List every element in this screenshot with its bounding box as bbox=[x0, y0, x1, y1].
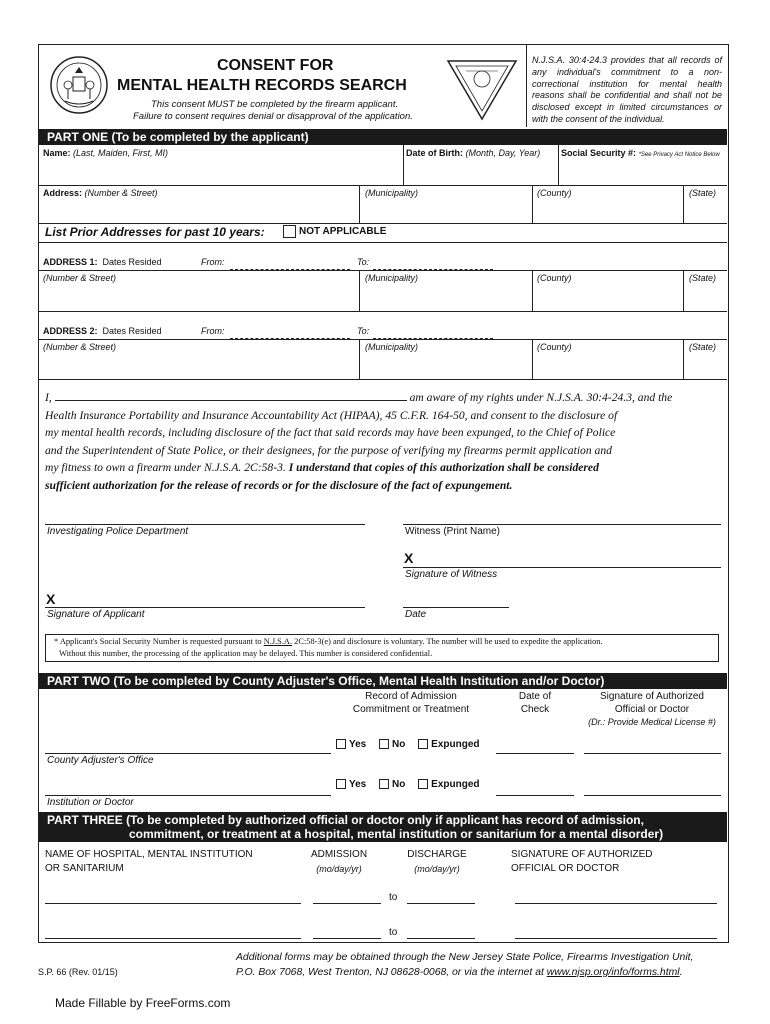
investigating-pd-label: Investigating Police Department bbox=[47, 526, 189, 537]
name-label: Name: (Last, Maiden, First, MI) bbox=[43, 148, 169, 158]
address2-street-field[interactable] bbox=[41, 354, 357, 378]
county-signature-field[interactable] bbox=[584, 753, 721, 754]
signature-date-label: Date bbox=[405, 609, 427, 620]
not-applicable-checkbox[interactable] bbox=[283, 225, 296, 238]
form-title-line2: MENTAL HEALTH RECORDS SEARCH bbox=[117, 77, 407, 94]
header-divider bbox=[526, 45, 527, 127]
consent-line1: I, am aware of my rights under N.J.S.A. 30:4-24.3, and the bbox=[45, 391, 673, 404]
statute-notice: N.J.S.A. 30:4-24.3 provides that all records of any individual's commitment to a non-correctional institution for mental health reasons shall be confidential and shall not be disclosed except in limited circumstances or with the consent of the individual. bbox=[532, 55, 722, 124]
applicant-name-blank[interactable] bbox=[55, 390, 407, 401]
institution-options bbox=[336, 779, 490, 790]
county-date-field[interactable] bbox=[496, 753, 574, 754]
dob-label: Date of Birth: (Month, Day, Year) bbox=[406, 148, 541, 158]
part-two-date-header: Date of Check bbox=[518, 691, 552, 715]
address-label: Address: (Number & Street) bbox=[43, 188, 158, 198]
discharge-date-field-2[interactable] bbox=[407, 938, 475, 939]
admission-date-field-2[interactable] bbox=[313, 938, 381, 939]
institution-label: Institution or Doctor bbox=[47, 797, 134, 808]
address2-county-label: (County) bbox=[537, 342, 572, 352]
privacy-notice-line2: Without this number, the processing of the application may be delayed. This number is considered confidential. bbox=[59, 649, 433, 658]
address-municipality-label: (Municipality) bbox=[365, 188, 419, 198]
witness-signature-field[interactable] bbox=[403, 567, 721, 568]
signature-date-field[interactable] bbox=[403, 607, 509, 608]
county-no-option[interactable]: No bbox=[379, 739, 405, 750]
part-three-heading: PART THREE (To be completed by authorized official or doctor only if applicant has record of admission, commitment, or treatment at a hospital, mental institution or sanitarium for a mental disorder) bbox=[39, 812, 727, 842]
witness-print-field[interactable] bbox=[403, 524, 721, 525]
form-subtitle-line1: This consent MUST be completed by the firearm applicant. bbox=[151, 99, 399, 110]
hospital-name-field-2[interactable] bbox=[45, 938, 301, 939]
discharge-date-field-1[interactable] bbox=[407, 903, 475, 904]
part-two-record-header: Record of Admission Commitment or Treatment bbox=[352, 691, 470, 715]
address-field[interactable] bbox=[41, 200, 357, 222]
consent-form bbox=[38, 44, 729, 943]
county-adjuster-options bbox=[336, 739, 490, 750]
additional-forms-notice: Additional forms may be obtained through the New Jersey State Police, Firearms Investigation Unit, P.O. Box 7068, West Trenton, NJ 08628-0068, or via the internet at www.njsp.org/info/forms.html. bbox=[236, 952, 694, 978]
ssn-label: Social Security #: *See Privacy Act Notice Below bbox=[561, 148, 720, 158]
consent-line4: and the Superintendent of State Police, or their designees, for the purpose of verifying my firearms permit application and bbox=[45, 443, 612, 457]
witness-x-mark: X bbox=[404, 550, 414, 566]
institution-no-option[interactable]: No bbox=[379, 779, 405, 790]
address1-municipality-label: (Municipality) bbox=[365, 273, 419, 283]
county-adjuster-field[interactable] bbox=[45, 753, 331, 754]
institution-yes-option[interactable]: Yes bbox=[336, 779, 366, 790]
forms-website-link[interactable]: www.njsp.org/info/forms.html bbox=[546, 966, 680, 978]
address-state-label: (State) bbox=[689, 188, 717, 198]
part-two-heading: PART TWO (To be completed by County Adjuster's Office, Mental Health Institution and/or Doctor) bbox=[39, 673, 727, 689]
county-expunged-option[interactable]: Expunged bbox=[418, 739, 479, 750]
privacy-notice-line1: * Applicant's Social Security Number is requested pursuant to N.J.S.A. 2C:58-3(e) and disclosure is voluntary. The number will be used to expedite the application. bbox=[54, 637, 603, 646]
hospital-signature-field-2[interactable] bbox=[515, 938, 717, 939]
applicant-signature-label: Signature of Applicant bbox=[47, 609, 145, 620]
institution-yes-checkbox[interactable] bbox=[336, 779, 346, 789]
form-title-line1: CONSENT FOR bbox=[217, 57, 334, 74]
part-three-signature-header: SIGNATURE OF AUTHORIZED OFFICIAL OR DOCTOR bbox=[511, 849, 653, 874]
applicant-signature-field[interactable] bbox=[45, 607, 365, 608]
form-subtitle-line2: Failure to consent requires denial or disapproval of the application. bbox=[133, 111, 413, 122]
investigating-pd-field[interactable] bbox=[45, 524, 365, 525]
address1-row: ADDRESS 1: Dates Resided bbox=[43, 257, 162, 267]
address1-street-label: (Number & Street) bbox=[43, 273, 117, 283]
part-three-admission-header: ADMISSION (mo/day/yr) bbox=[310, 849, 368, 874]
address2-street-label: (Number & Street) bbox=[43, 342, 117, 352]
hospital-signature-field-1[interactable] bbox=[515, 903, 717, 904]
made-fillable-credit: Made Fillable by FreeForms.com bbox=[55, 996, 231, 1010]
institution-signature-field[interactable] bbox=[584, 795, 721, 796]
not-applicable-option[interactable]: NOT APPLICABLE bbox=[283, 225, 386, 238]
witness-signature-label: Signature of Witness bbox=[405, 569, 498, 580]
form-number: S.P. 66 (Rev. 01/15) bbox=[38, 967, 118, 977]
institution-expunged-checkbox[interactable] bbox=[418, 779, 428, 789]
address2-row: ADDRESS 2: Dates Resided bbox=[43, 326, 162, 336]
part-three-discharge-header: DISCHARGE (mo/day/yr) bbox=[407, 849, 467, 874]
privacy-notice-box bbox=[45, 634, 719, 662]
nj-state-police-badge-icon bbox=[446, 57, 518, 121]
address1-to-label: To: bbox=[357, 257, 370, 267]
witness-print-label: Witness (Print Name) bbox=[405, 526, 501, 537]
name-field[interactable] bbox=[41, 160, 401, 186]
to-label-1: to bbox=[389, 892, 398, 903]
address2-municipality-label: (Municipality) bbox=[365, 342, 419, 352]
consent-line6: sufficient authorization for the release of records or for the disclosure of the fact of expungement. bbox=[45, 478, 513, 492]
applicant-x-mark: X bbox=[46, 591, 56, 607]
part-two-signature-header: Signature of Authorized Official or Doctor (Dr.: Provide Medical License #) bbox=[588, 691, 716, 727]
part-one-heading: PART ONE (To be completed by the applicant) bbox=[39, 129, 727, 145]
address2-state-label: (State) bbox=[689, 342, 717, 352]
county-yes-option[interactable]: Yes bbox=[336, 739, 366, 750]
address-county-label: (County) bbox=[537, 188, 572, 198]
county-adjuster-label: County Adjuster's Office bbox=[47, 755, 154, 766]
admission-date-field-1[interactable] bbox=[313, 903, 381, 904]
hospital-name-field-1[interactable] bbox=[45, 903, 301, 904]
address2-to-label: To: bbox=[357, 326, 370, 336]
institution-no-checkbox[interactable] bbox=[379, 779, 389, 789]
institution-field[interactable] bbox=[45, 795, 331, 796]
part-three-name-header: NAME OF HOSPITAL, MENTAL INSTITUTION OR SANITARIUM bbox=[45, 849, 253, 874]
consent-line2: Health Insurance Portability and Insurance Accountability Act (HIPAA), 45 C.F.R. 164-50, and consent to the disclosure of bbox=[45, 408, 618, 422]
consent-line3: my mental health records, including disclosure of the fact that said records may have been expunged, to the Chief of Police bbox=[45, 426, 616, 439]
county-expunged-checkbox[interactable] bbox=[418, 739, 428, 749]
address1-state-label: (State) bbox=[689, 273, 717, 283]
institution-date-field[interactable] bbox=[496, 795, 574, 796]
to-label-2: to bbox=[389, 927, 398, 938]
nj-state-seal-icon bbox=[49, 55, 109, 115]
consent-line5: my fitness to own a firearm under N.J.S.A. 2C:58-3. I understand that copies of this authorization shall be considered bbox=[45, 461, 599, 474]
consent-paragraph bbox=[45, 389, 725, 494]
institution-expunged-option[interactable]: Expunged bbox=[418, 779, 479, 790]
county-yes-checkbox[interactable] bbox=[336, 739, 346, 749]
prior-addresses-label: List Prior Addresses for past 10 years: bbox=[45, 225, 265, 239]
address1-street-field[interactable] bbox=[41, 285, 357, 310]
address2-from-label: From: bbox=[201, 326, 225, 336]
ssn-field[interactable] bbox=[560, 160, 726, 186]
address1-from-label: From: bbox=[201, 257, 225, 267]
county-no-checkbox[interactable] bbox=[379, 739, 389, 749]
address1-county-label: (County) bbox=[537, 273, 572, 283]
dob-field[interactable] bbox=[405, 160, 557, 186]
